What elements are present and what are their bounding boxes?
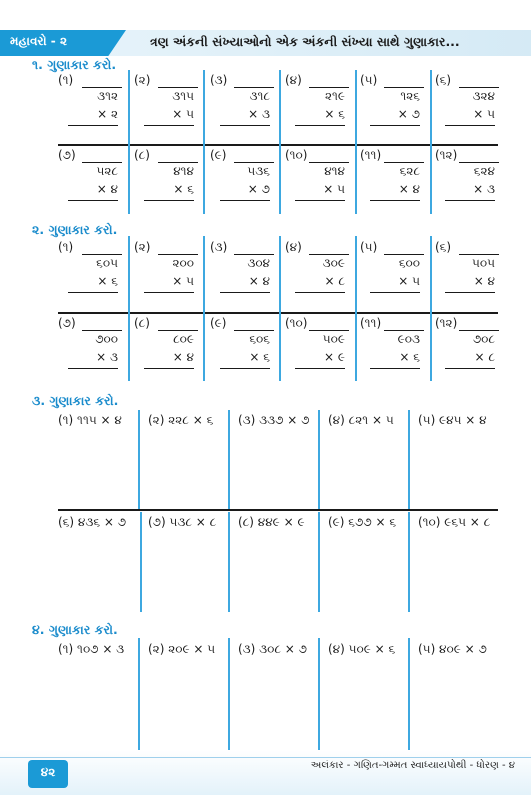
column-divider <box>228 410 230 510</box>
problem-label: (૮) <box>134 148 150 162</box>
answer-line <box>220 368 270 369</box>
label-underline <box>234 254 274 255</box>
answer-line <box>68 200 118 201</box>
column-divider <box>318 512 320 612</box>
column-divider <box>355 70 357 214</box>
problem: (૩) ૩૦૮ × ૭ <box>238 642 308 656</box>
multiplier: × ૩ <box>473 182 495 196</box>
answer-line <box>445 200 495 201</box>
multiplier: × ૬ <box>324 107 345 121</box>
column-divider <box>408 638 410 750</box>
multiplicand: ૭૦૦ <box>95 332 118 346</box>
multiplier: × ૪ <box>96 182 118 196</box>
label-underline <box>82 162 122 163</box>
answer-line <box>295 200 345 201</box>
multiplicand: ૨૧૯ <box>324 89 345 103</box>
answer-line <box>220 200 270 201</box>
problem: (૭) ૫૩૮ × ૮ <box>148 515 217 529</box>
label-underline <box>309 254 349 255</box>
column-divider <box>128 236 130 381</box>
multiplier: × ૫ <box>172 274 194 288</box>
answer-line <box>144 200 194 201</box>
column-divider <box>228 638 230 750</box>
problem-label: (૭) <box>58 148 76 162</box>
multiplier: × ૭ <box>247 182 270 196</box>
column-divider <box>318 638 320 750</box>
problem-label: (૧૦) <box>285 148 308 162</box>
label-underline <box>158 162 198 163</box>
multiplier: × ૫ <box>172 107 194 121</box>
label-underline <box>459 330 499 331</box>
problem-label: (૯) <box>210 148 227 162</box>
column-divider <box>279 70 281 214</box>
answer-line <box>68 292 118 293</box>
section-2-title: ૨. ગુણાકાર કરો. <box>32 222 118 237</box>
column-divider <box>203 70 205 214</box>
multiplier: × ૫ <box>398 274 420 288</box>
label-underline <box>158 87 198 88</box>
column-divider <box>408 410 410 510</box>
multiplier: × ૫ <box>473 107 495 121</box>
section-4-title: ૪. ગુણાકાર કરો. <box>32 622 118 637</box>
multiplicand: ૩૦૯ <box>322 256 345 270</box>
multiplier: × ૬ <box>97 274 118 288</box>
label-underline <box>234 162 274 163</box>
problem-label: (૩) <box>210 240 228 254</box>
problem-label: (૫) <box>360 240 378 254</box>
multiplier: × ૯ <box>324 350 345 364</box>
problem-label: (૧) <box>58 73 74 87</box>
multiplicand: ૫૦૯ <box>322 332 345 346</box>
multiplicand: ૮૦૯ <box>173 332 194 346</box>
label-underline <box>459 254 499 255</box>
problem-label: (૯) <box>210 316 227 330</box>
multiplicand: ૩૧૮ <box>249 89 270 103</box>
multiplicand: ૧૨૬ <box>400 89 420 103</box>
multiplier: × ૪ <box>398 182 420 196</box>
problem-label: (૪) <box>285 240 302 254</box>
label-underline <box>158 330 198 331</box>
answer-line <box>445 125 495 126</box>
column-divider <box>279 236 281 381</box>
multiplicand: ૩૨૪ <box>472 89 495 103</box>
multiplier: × ૮ <box>324 274 345 288</box>
answer-line <box>68 125 118 126</box>
problem-label: (૧) <box>58 240 74 254</box>
answer-line <box>144 368 194 369</box>
problem-label: (૭) <box>58 316 76 330</box>
answer-line <box>295 125 345 126</box>
multiplier: × ૨ <box>97 107 118 121</box>
answer-line <box>295 368 345 369</box>
multiplicand: ૪૧૪ <box>173 164 194 178</box>
problem: (૩) ૩૩૭ × ૭ <box>238 413 310 427</box>
column-divider <box>128 70 130 214</box>
label-underline <box>309 87 349 88</box>
page-title: ત્રણ અંકની સંખ્યાઓનો એક અંકની સંખ્યા સાથે ગુણાકાર... <box>150 34 460 49</box>
multiplier: × ૬ <box>249 350 270 364</box>
problem-label: (૨) <box>134 240 151 254</box>
label-underline <box>309 330 349 331</box>
multiplicand: ૩૧૫ <box>172 89 194 103</box>
multiplier: × ૪ <box>248 274 270 288</box>
answer-line <box>68 368 118 369</box>
multiplier: × ૫ <box>323 182 345 196</box>
answer-line <box>144 292 194 293</box>
multiplier: × ૩ <box>248 107 270 121</box>
problem: (૯) ૬૭૭ × ૬ <box>328 515 397 529</box>
answer-line <box>220 292 270 293</box>
answer-line <box>370 125 420 126</box>
column-divider <box>430 236 432 381</box>
multiplicand: ૬૨૮ <box>399 164 420 178</box>
multiplicand: ૫૦૫ <box>472 256 495 270</box>
answer-line <box>445 292 495 293</box>
page-number: ૪૨ <box>40 765 56 779</box>
problem-label: (૧૧) <box>360 148 382 162</box>
label-underline <box>158 254 198 255</box>
column-divider <box>318 410 320 510</box>
multiplicand: ૩૦૪ <box>247 256 270 270</box>
book-title: અલંકાર - ગણિત-ગમ્મત સ્વાધ્યાયપોથી - ધોરણ - ૪ <box>310 760 515 771</box>
problem-label: (૧૦) <box>285 316 308 330</box>
problem: (૬) ૪૩૬ × ૭ <box>58 515 127 529</box>
problem: (૧) ૧૦૭ × ૩ <box>58 642 125 656</box>
answer-line <box>220 125 270 126</box>
label-underline <box>309 162 349 163</box>
label-underline <box>459 162 499 163</box>
multiplier: × ૪ <box>172 350 194 364</box>
problem: (૧) ૧૧૫ × ૪ <box>58 413 122 427</box>
multiplier: × ૭ <box>397 107 420 121</box>
multiplicand: ૭૦૮ <box>472 332 495 346</box>
multiplicand: ૬૨૪ <box>473 164 495 178</box>
footer-divider <box>0 757 531 758</box>
column-divider <box>138 410 140 510</box>
problem: (૧૦) ૯૬૫ × ૮ <box>418 515 491 529</box>
problem-label: (૧૨) <box>435 148 458 162</box>
label-underline <box>384 87 424 88</box>
problem: (૨) ૨૦૯ × ૫ <box>148 642 216 656</box>
label-underline <box>234 330 274 331</box>
label-underline <box>459 87 499 88</box>
column-divider <box>138 638 140 750</box>
problem-label: (૧૧) <box>360 316 382 330</box>
problem: (૨) ૨૨૮ × ૬ <box>148 413 214 427</box>
problem-label: (૫) <box>360 73 378 87</box>
multiplier: × ૬ <box>173 182 194 196</box>
multiplicand: ૩૧૨ <box>97 89 118 103</box>
problem: (૫) ૪૦૯ × ૭ <box>418 642 487 656</box>
problem-label: (૮) <box>134 316 150 330</box>
answer-line <box>445 368 495 369</box>
label-underline <box>82 87 122 88</box>
column-divider <box>140 512 142 612</box>
multiplicand: ૬૦૫ <box>96 256 118 270</box>
multiplicand: ૫૩૬ <box>247 164 270 178</box>
multiplier: × ૪ <box>473 274 495 288</box>
multiplicand: ૯૦૩ <box>397 332 420 346</box>
multiplier: × ૩ <box>96 350 118 364</box>
column-divider <box>430 70 432 214</box>
problem-label: (૩) <box>210 73 228 87</box>
multiplier: × ૬ <box>399 350 420 364</box>
label-underline <box>384 162 424 163</box>
problem: (૪) ૮૨૧ × ૫ <box>328 413 394 427</box>
column-divider <box>228 512 230 612</box>
exercise-label: મહાવરો - ૨ <box>10 34 68 48</box>
column-divider <box>355 236 357 381</box>
label-underline <box>82 254 122 255</box>
label-underline <box>384 254 424 255</box>
multiplicand: ૬૦૦ <box>398 256 420 270</box>
label-underline <box>234 87 274 88</box>
answer-line <box>370 292 420 293</box>
answer-line <box>144 125 194 126</box>
problem-label: (૧૨) <box>435 316 458 330</box>
problem-label: (૪) <box>285 73 302 87</box>
problem: (૫) ૯૪૫ × ૪ <box>418 413 487 427</box>
answer-line <box>295 292 345 293</box>
section-1-title: ૧. ગુણાકાર કરો. <box>32 57 117 72</box>
label-underline <box>82 330 122 331</box>
section-3-title: ૩. ગુણાકાર કરો. <box>32 393 119 408</box>
problem: (૮) ૪૪૯ × ૯ <box>238 515 305 529</box>
column-divider <box>408 512 410 612</box>
problem-label: (૬) <box>435 73 452 87</box>
problem-label: (૬) <box>435 240 452 254</box>
multiplicand: ૫૨૮ <box>96 164 118 178</box>
answer-line <box>370 368 420 369</box>
multiplicand: ૨૦૦ <box>172 256 194 270</box>
multiplicand: ૪૧૪ <box>324 164 345 178</box>
row-separator <box>58 144 498 146</box>
problem: (૪) ૫૦૯ × ૬ <box>328 642 396 656</box>
row-separator <box>58 312 498 314</box>
label-underline <box>384 330 424 331</box>
multiplicand: ૬૦૬ <box>249 332 270 346</box>
multiplier: × ૮ <box>474 350 495 364</box>
answer-line <box>370 200 420 201</box>
row-separator <box>58 509 498 511</box>
column-divider <box>203 236 205 381</box>
problem-label: (૨) <box>134 73 151 87</box>
